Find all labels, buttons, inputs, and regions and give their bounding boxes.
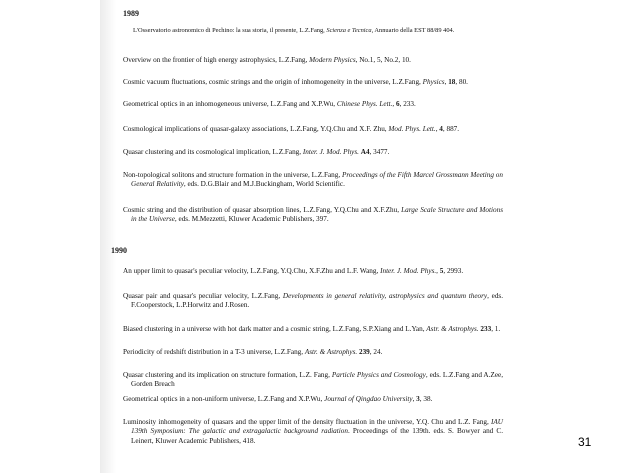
reference-volume: 233 (480, 325, 492, 333)
reference-italic-text: Mod. Phys. Lett. (388, 125, 436, 133)
reference-text: Quasar clustering and its cosmological implication, L.Z.Fang, (123, 148, 303, 156)
reference-text: , eds. D.G.Blair and M.J.Buckingham, World Scientific. (183, 180, 345, 189)
reference-text: , 1. (491, 325, 501, 333)
reference-text: , 80. (455, 78, 468, 86)
reference-text: , 233. (399, 100, 416, 108)
reference-text: Cosmic vacuum fluctuations, cosmic strings and the origin of inhomogeneity in the universe, L.Z.Fang, (123, 78, 423, 86)
reference-volume: 239 (358, 348, 370, 356)
reference-entry (123, 267, 503, 276)
reference-entry (123, 348, 503, 357)
reference-text: , 38. (419, 395, 433, 403)
reference-text: , (436, 267, 440, 275)
reference-italic-text: IAU 139th Symposium: The galactic and extragalactic background radiation (131, 418, 503, 436)
reference-text: , 24. (369, 348, 383, 356)
reference-text: , 3477. (369, 148, 390, 156)
reference-italic-text: Modern Physics (309, 56, 356, 64)
reference-entry (123, 125, 503, 134)
reference-volume: 4 (439, 125, 443, 133)
reference-volume: 18 (448, 78, 456, 86)
reference-volume: 6 (396, 100, 400, 108)
reference-text: , (435, 125, 440, 133)
reference-entry (123, 148, 503, 157)
reference-text: , eds. M.Mezzetti, Kluwer Academic Publishers, 397. (174, 215, 329, 224)
reference-text: L'Osservatorio astronomico di Pechino: la sua storia, il presente, L.Z.Fang, (133, 27, 327, 34)
scan-binding-shadow (100, 0, 116, 473)
reference-text: Cosmic string and the distribution of quasar absorption lines, L.Z.Fang, Y.Q.Chu and X.F.Zhu, (123, 206, 402, 214)
reference-entry (133, 27, 481, 35)
reference-text: Quasar clustering and its implication on structure formation, L.Z. Fang, (123, 371, 332, 379)
reference-text: , eds. F.Cooperstock, L.P.Horwitz and J.Rosen. (131, 292, 504, 310)
reference-italic-text: Particle Physics and Cosmology (331, 371, 426, 379)
reference-entry (123, 418, 503, 446)
reference-text: , (412, 395, 417, 403)
reference-italic-text: Developments in general relativity, astrophysics and quantum theory (282, 292, 488, 300)
reference-italic-text: Astr. & Astrophys. (426, 325, 479, 333)
reference-text: An upper limit to quasar's peculiar velocity, L.Z.Fang, Y.Q.Chu, X.F.Zhu and L.F. Wang, (123, 267, 381, 275)
reference-entry (123, 395, 503, 404)
reference-text: Geometrical optics in a non-uniform universe, L.Z.Fang and X.P.Wu, (123, 395, 325, 403)
reference-italic-text: Inter. J. Mod. Phys. (380, 267, 437, 275)
reference-text: , 2993. (443, 267, 464, 275)
reference-entry (123, 325, 503, 334)
slide-page-number: 31 (578, 435, 592, 449)
reference-text: Luminosity inhomogeneity of quasars and the upper limit of the density fluctuation in the universe, Y.Q. Chu and L.Z. Fang, (123, 418, 492, 426)
reference-italic-text: Physics (422, 78, 445, 86)
reference-entry (123, 78, 503, 87)
reference-text: . Proceedings of the 139th. eds. S. Bowyer and C. Leinert, Kluwer Academic Publishers, 418. (131, 427, 504, 445)
reference-italic-text: Inter. J. Mod. Phys. (302, 148, 359, 156)
reference-italic-text: Scienza e Tecnica (326, 27, 372, 34)
reference-entry (123, 171, 503, 190)
reference-italic-text: Large Scale Structure and Motions in the Universe (131, 206, 503, 224)
reference-entry (123, 100, 503, 109)
year-heading-1989: 1989 (123, 9, 139, 18)
reference-text: , (392, 100, 396, 108)
reference-text: Biased clustering in a universe with hot dark matter and a cosmic string, L.Z.Fang, S.P.Xiang and L.Yan, (123, 325, 427, 333)
reference-text: , eds. L.Z.Fang and A.Zee, Gorden Breach (131, 371, 503, 389)
reference-entry (123, 292, 503, 311)
reference-volume: 3 (416, 395, 420, 403)
reference-text: , 887. (442, 125, 460, 133)
reference-text: Non-topological solitons and structure formation in the universe, L.Z.Fang, (123, 171, 342, 179)
reference-entry (123, 371, 503, 390)
reference-volume: A4 (360, 148, 370, 156)
reference-text: , (444, 78, 449, 86)
reference-text: Quasar pair and quasar's peculiar velocity, L.Z.Fang, (123, 292, 283, 300)
reference-text: , Annuario della EST 88/89 404. (371, 27, 455, 34)
reference-text: Periodicity of redshift distribution in a T-3 universe, L.Z.Fang, (123, 348, 305, 356)
reference-italic-text: Proceedings of the Fifth Marcel Grossmann Meeting on General Relativity (131, 171, 503, 189)
reference-text: Geometrical optics in an inhomogeneous universe, L.Z.Fang and X.P.Wu, (123, 100, 337, 108)
year-heading-1990: 1990 (111, 246, 127, 255)
reference-volume: 5 (439, 267, 444, 275)
reference-text: Overview on the frontier of high energy astrophysics, L.Z.Fang, (123, 56, 310, 64)
reference-text: Cosmological implications of quasar-galaxy associations, L.Z.Fang, Y.Q.Chu and X.F. Zhu, (123, 125, 389, 133)
reference-italic-text: Journal of Qingdao University (324, 395, 413, 403)
reference-italic-text: Astr. & Astrophys. (304, 348, 358, 356)
reference-entry (123, 56, 503, 65)
reference-italic-text: Chinese Phys. Lett. (336, 100, 393, 108)
reference-entry (123, 206, 503, 225)
reference-text: , No.1, 5, No.2, 10. (355, 56, 411, 64)
